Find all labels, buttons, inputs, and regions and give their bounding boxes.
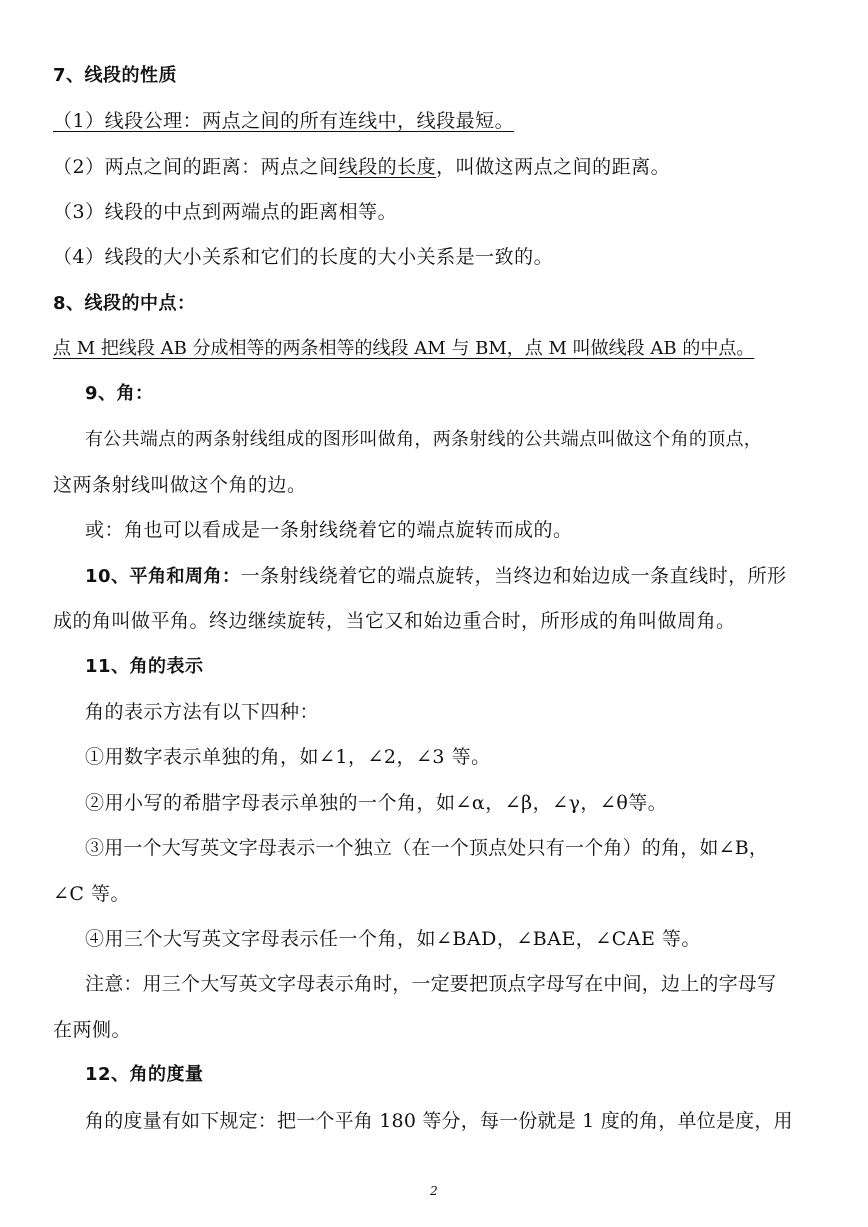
- heading-11: 11、角的表示: [85, 656, 204, 677]
- s9-para-2: 或：角也可以看成是一条射线绕着它的端点旋转而成的。: [85, 519, 573, 541]
- s7-item-4: （4）线段的大小关系和它们的长度的大小关系是一致的。: [53, 246, 554, 268]
- s11-intro: 角的表示方法有以下四种：: [85, 701, 320, 723]
- s7-item-3: （3）线段的中点到两端点的距离相等。: [53, 201, 398, 223]
- s7-item-2-b: ，叫做这两点之间的距离。: [436, 156, 671, 178]
- s8-definition-text: 点 M 把线段 AB 分成相等的两条相等的线段 AM 与 BM，点 M 叫做线段 AB 的中点。: [53, 338, 755, 359]
- s11-item-4: ④用三个大写英文字母表示任一个角，如∠BAD，∠BAE，∠CAE 等。: [85, 928, 701, 950]
- heading-8: 8、线段的中点：: [53, 293, 196, 314]
- s12-para-1: 角的度量有如下规定：把一个平角 180 等分，每一份就是 1 度的角，单位是度，用: [85, 1110, 793, 1132]
- heading-7: 7、线段的性质: [53, 65, 178, 86]
- s7-item-1: [0, 107, 868, 135]
- heading-10: 10、平角和周角：: [85, 566, 241, 587]
- s10-para-1b: 成的角叫做平角。终边继续旋转，当它又和始边重合时，所形成的角叫做周角。: [53, 610, 736, 632]
- s11-item-2: ②用小写的希腊字母表示单独的一个角，如∠α，∠β，∠γ，∠θ等。: [85, 792, 668, 814]
- heading-9: 9、角：: [85, 383, 154, 404]
- s7-item-2: [0, 153, 868, 181]
- s11-item-3b: ∠C 等。: [53, 883, 130, 905]
- s11-item-1: ①用数字表示单独的角，如∠1，∠2，∠3 等。: [85, 746, 491, 768]
- s9-para-1b: 这两条射线叫做这个角的边。: [53, 474, 307, 496]
- s7-item-2-a: （2）两点之间的距离：两点之间: [53, 156, 339, 178]
- s10-text-1a: 一条射线绕着它的端点旋转，当终边和始边成一条直线时，所形: [240, 565, 787, 587]
- s7-item-1-text: （1）线段公理：两点之间的所有连线中，线段最短。: [53, 110, 515, 132]
- s11-note-b: 在两侧。: [53, 1019, 132, 1041]
- s7-item-2-underlined: 线段的长度: [338, 156, 437, 178]
- s11-note-a: 注意：用三个大写英文字母表示角时，一定要把顶点字母写在中间，边上的字母写: [85, 973, 777, 995]
- heading-12: 12、角的度量: [85, 1064, 204, 1085]
- page-number: 2: [430, 1184, 438, 1198]
- s8-definition: [0, 335, 868, 363]
- s10-para-1a: [0, 562, 868, 591]
- s9-para-1a: 有公共端点的两条射线组成的图形叫做角，两条射线的公共端点叫做这个角的顶点，: [85, 429, 763, 450]
- s11-item-3a: ③用一个大写英文字母表示一个独立（在一个顶点处只有一个角）的角，如∠B，: [85, 837, 769, 859]
